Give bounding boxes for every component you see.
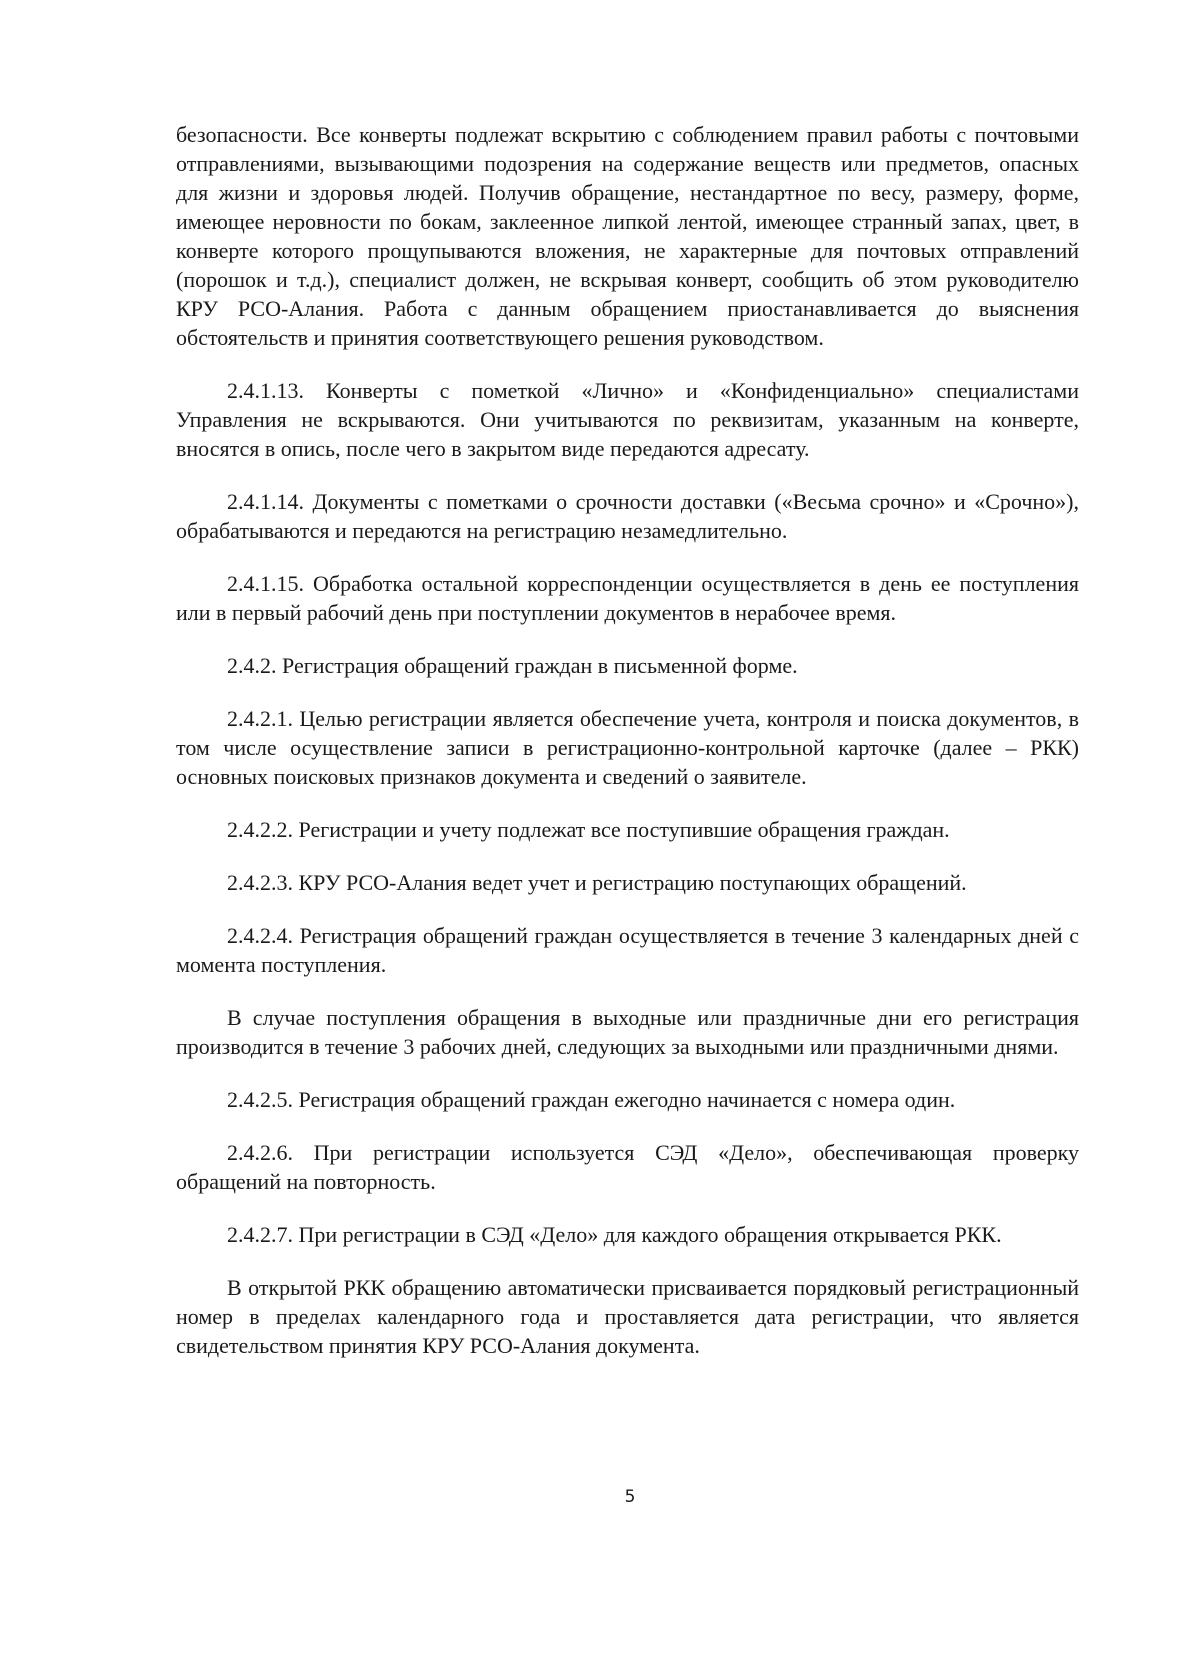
- document-body: [176, 120, 1079, 1384]
- paragraph-2-4-2-1: 2.4.2.1. Целью регистрации является обеспечение учета, контроля и поиска документов, в том числе осуществление записи в регистрационно-контрольной карточке (далее – РКК) основных поисковых признаков документа и сведений о заявителе.: [176, 706, 1079, 789]
- paragraph-2-4-2-3: 2.4.2.3. КРУ РСО-Алания ведет учет и регистрацию поступающих обращений.: [227, 870, 967, 895]
- paragraph-2-4-2: 2.4.2. Регистрация обращений граждан в письменной форме.: [227, 653, 798, 678]
- page-number: 5: [624, 1487, 636, 1507]
- paragraph-rkk-number: В открытой РКК обращению автоматически присваивается порядковый регистрационный номер в пределах календарного года и проставляется дата регистрации, что является свидетельством принятия КРУ РСО-Алания документа.: [176, 1275, 1079, 1358]
- paragraph-2-4-2-5: 2.4.2.5. Регистрация обращений граждан ежегодно начинается с номера один.: [227, 1087, 956, 1112]
- paragraph-holiday-registration: В случае поступления обращения в выходные или праздничные дни его регистрация производится в течение 3 рабочих дней, следующих за выходными или праздничными днями.: [176, 1005, 1079, 1059]
- paragraph-continuation: безопасности. Все конверты подлежат вскрытию с соблюдением правил работы с почтовыми отправлениями, вызывающими подозрения на содержание веществ или предметов, опасных для жизни и здоровья людей. Получив обращение, нестандартное по весу, размеру, форме, имеющее неровности по бокам, заклеенное липкой лентой, имеющее странный запах, цвет, в конверте которого прощупываются вложения, не характерные для почтовых отправлений (порошок и т.д.), специалист должен, не вскрывая конверт, сообщить об этом руководителю КРУ РСО-Алания. Работа с данным обращением приостанавливается до выяснения обстоятельств и принятия соответствующего решения руководством.: [176, 122, 1079, 350]
- paragraph-2-4-1-13: 2.4.1.13. Конверты с пометкой «Лично» и «Конфиденциально» специалистами Управления не вскрываются. Они учитываются по реквизитам, указанным на конверте, вносятся в опись, после чего в закрытом виде передаются адресату.: [176, 378, 1079, 461]
- paragraph-2-4-1-15: 2.4.1.15. Обработка остальной корреспонденции осуществляется в день ее поступления или в первый рабочий день при поступлении документов в нерабочее время.: [176, 571, 1079, 625]
- paragraph-2-4-2-7: 2.4.2.7. При регистрации в СЭД «Дело» для каждого обращения открывается РКК.: [227, 1222, 1002, 1247]
- paragraph-2-4-2-2: 2.4.2.2. Регистрации и учету подлежат все поступившие обращения граждан.: [227, 817, 950, 842]
- paragraph-2-4-1-14: 2.4.1.14. Документы с пометками о срочности доставки («Весьма срочно» и «Срочно»), обрабатываются и передаются на регистрацию незамедлительно.: [176, 489, 1079, 543]
- paragraph-2-4-2-4: 2.4.2.4. Регистрация обращений граждан осуществляется в течение 3 календарных дней с момента поступления.: [176, 923, 1079, 977]
- paragraph-2-4-2-6: 2.4.2.6. При регистрации используется СЭД «Дело», обеспечивающая проверку обращений на повторность.: [176, 1140, 1079, 1194]
